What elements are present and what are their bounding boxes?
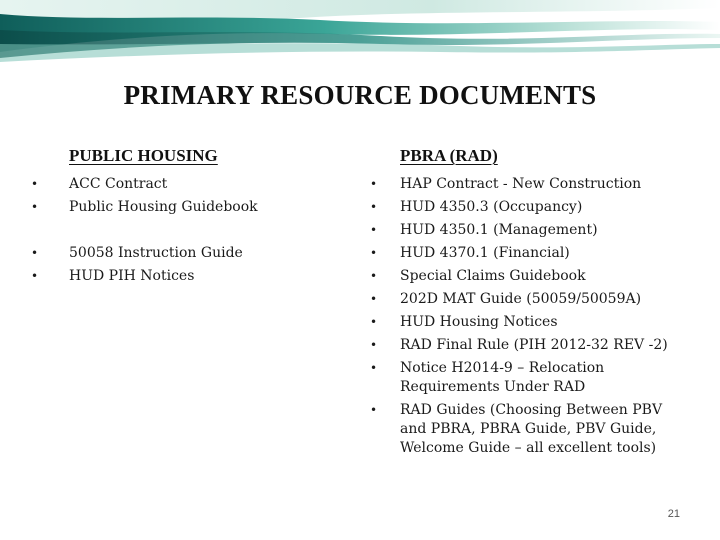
list-item-text: HUD 4370.1 (Financial) [400, 245, 570, 261]
bullet-icon: • [370, 403, 378, 417]
public-housing-heading: PUBLIC HOUSING [69, 146, 218, 165]
bullet-icon: • [370, 200, 378, 214]
list-item-text: RAD Guides (Choosing Between PBV and PBRA, PBRA Guide, PBV Guide, Welcome Guide – all excellent tools) [400, 402, 663, 456]
list-item-text: RAD Final Rule (PIH 2012-32 REV -2) [400, 337, 668, 353]
list-item-text: HUD PIH Notices [69, 268, 195, 284]
list-item [31, 242, 339, 265]
list-item [370, 357, 690, 399]
pbra-heading: PBRA (RAD) [400, 146, 498, 165]
list-item-text: ACC Contract [69, 176, 168, 192]
bullet-icon: • [370, 338, 378, 352]
list-item [31, 265, 339, 288]
bullet-icon: • [31, 177, 39, 191]
bullet-icon: • [31, 246, 39, 260]
slide-title: PRIMARY RESOURCE DOCUMENTS [123, 80, 597, 110]
bullet-icon: • [31, 200, 39, 214]
list-item-text: HUD 4350.1 (Management) [400, 222, 598, 238]
bullet-icon: • [370, 177, 378, 191]
page-number: 21 [667, 508, 680, 520]
list-item [370, 288, 690, 311]
list-item [31, 173, 339, 196]
bullet-icon: • [370, 223, 378, 237]
list-item [370, 399, 690, 460]
public-housing-list [31, 173, 339, 288]
pbra-list [370, 173, 690, 460]
list-item [370, 219, 690, 242]
list-item-text: Notice H2014-9 – Relocation Requirements Under RAD [400, 360, 605, 395]
list-item-text: HUD 4350.3 (Occupancy) [400, 199, 583, 215]
list-item [370, 311, 690, 334]
bullet-icon: • [370, 315, 378, 329]
bullet-icon: • [370, 269, 378, 283]
list-item-text: 50058 Instruction Guide [69, 245, 243, 261]
list-item [31, 196, 339, 219]
list-item [370, 242, 690, 265]
list-item [370, 196, 690, 219]
list-item-text: HUD Housing Notices [400, 314, 558, 330]
list-item-text: Special Claims Guidebook [400, 268, 586, 284]
list-item [370, 173, 690, 196]
list-item [370, 265, 690, 288]
bullet-icon: • [370, 292, 378, 306]
list-item-text: 202D MAT Guide (50059/50059A) [400, 291, 642, 307]
bullet-icon: • [31, 269, 39, 283]
list-item [370, 334, 690, 357]
list-item-text: HAP Contract - New Construction [400, 176, 642, 192]
header-wave-banner [0, 0, 720, 62]
bullet-icon: • [370, 246, 378, 260]
list-item-text: Public Housing Guidebook [69, 199, 258, 215]
bullet-icon: • [370, 361, 378, 375]
